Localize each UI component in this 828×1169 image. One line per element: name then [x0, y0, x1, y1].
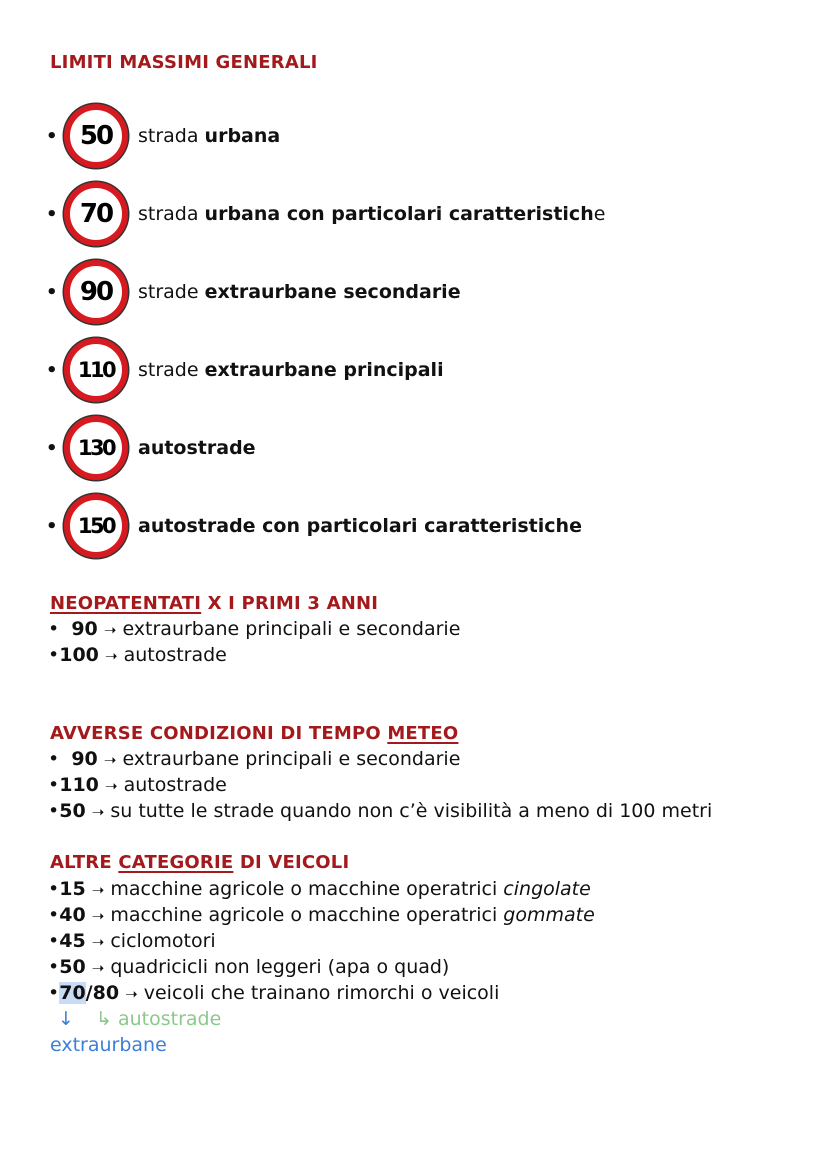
speed-limit-sign-icon [64, 260, 128, 324]
bullet: • [46, 515, 58, 537]
speed-limit-sign-icon [64, 182, 128, 246]
arrow-icon: ➝ [91, 907, 105, 925]
bullet: • [46, 359, 58, 381]
list-item: •110 ➝ autostrade [48, 774, 227, 796]
limit-description: strade extraurbane principali [138, 359, 444, 381]
limit-item-110 [46, 338, 444, 402]
limit-item-130 [46, 416, 256, 480]
arrow-icon: ➝ [104, 647, 118, 665]
speed-limit-sign-icon [64, 416, 128, 480]
limit-description: autostrade con particolari caratteristiche [138, 515, 582, 537]
highlighted-value: 70 [59, 982, 86, 1004]
limit-description: strade extraurbane secondarie [138, 281, 461, 303]
list-item: • 90 ➝ extraurbane principali e secondarie [48, 618, 461, 640]
limit-value: 150 [77, 514, 115, 538]
arrow-icon: ➝ [91, 803, 105, 821]
bullet: • [46, 203, 58, 225]
arrow-icon: ➝ [103, 621, 117, 639]
list-item: •40 ➝ macchine agricole o macchine operatrici gommate [48, 904, 595, 926]
note-autostrade: ↳ autostrade [96, 1008, 222, 1030]
arrow-icon: ➝ [91, 881, 105, 899]
limit-item-90 [46, 260, 461, 324]
note-extraurbane: extraurbane [50, 1034, 167, 1056]
list-item: •70/80 ➝ veicoli che trainano rimorchi o veicoli [48, 982, 500, 1004]
speed-limit-sign-icon [64, 104, 128, 168]
arrow-icon: ➝ [91, 959, 105, 977]
limit-item-150 [46, 494, 582, 558]
bullet: • [46, 437, 58, 459]
bullet: • [46, 281, 58, 303]
limit-value: 50 [79, 121, 113, 151]
limit-value: 90 [79, 277, 113, 307]
list-item: •50 ➝ quadricicli non leggeri (apa o quad) [48, 956, 450, 978]
arrow-icon: ➝ [91, 933, 105, 951]
section-heading-avverse: AVVERSE CONDIZIONI DI TEMPO METEO [50, 723, 459, 744]
bullet: • [46, 125, 58, 147]
limit-value: 130 [77, 436, 115, 460]
list-item: • 90 ➝ extraurbane principali e secondarie [48, 748, 461, 770]
list-item: •45 ➝ ciclomotori [48, 930, 216, 952]
limit-description: strada urbana [138, 125, 281, 147]
section-heading-altre: ALTRE CATEGORIE DI VEICOLI [50, 852, 350, 873]
limit-item-70 [46, 182, 605, 246]
speed-limit-sign-icon [64, 494, 128, 558]
speed-limit-sign-icon [64, 338, 128, 402]
limit-value: 110 [77, 358, 115, 382]
list-item: •50 ➝ su tutte le strade quando non c’è visibilità a meno di 100 metri [48, 800, 713, 822]
limit-description: strada urbana con particolari caratteristiche [138, 203, 606, 225]
limit-value: 70 [79, 199, 113, 229]
limit-description: autostrade [138, 437, 256, 459]
arrow-icon: ➝ [125, 985, 138, 1003]
arrow-icon: ➝ [104, 777, 118, 795]
list-item: •100 ➝ autostrade [48, 644, 227, 666]
down-arrow-icon: ↓ [58, 1008, 74, 1030]
section-heading-neopatentati: NEOPATENTATI X I PRIMI 3 ANNI [50, 593, 379, 614]
limit-item-50 [46, 104, 280, 168]
list-item: •15 ➝ macchine agricole o macchine operatrici cingolate [48, 878, 591, 900]
section-heading-limiti: LIMITI MASSIMI GENERALI [50, 52, 318, 73]
arrow-icon: ➝ [103, 751, 117, 769]
